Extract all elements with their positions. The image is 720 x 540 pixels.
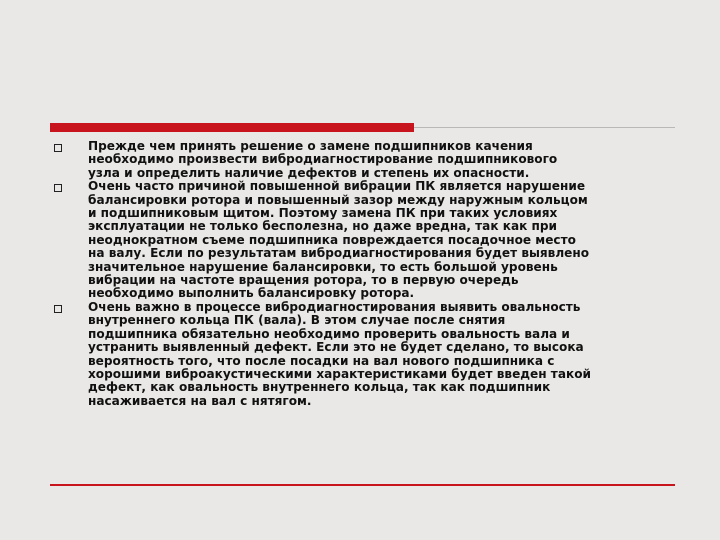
square-bullet-icon bbox=[54, 305, 62, 313]
list-item bbox=[54, 140, 674, 180]
list-item bbox=[54, 301, 674, 408]
bullet-list bbox=[54, 140, 674, 408]
bottom-divider-line bbox=[50, 484, 675, 486]
list-item bbox=[54, 180, 674, 301]
square-bullet-icon bbox=[54, 184, 62, 192]
bullet-text: Очень часто причиной повышенной вибрации ПК является нарушение балансировки ротора и повышенный зазор между наружным кольцом и подшипниковым щитом. Поэтому замена ПК при таких условиях эксплуатации не только бесполезна, но даже вредна, так как при неоднократном съеме подшипника повреждается посадочное место на валу. Если по результатам вибродиагностирования будет выявлено значительное нарушение балансировки, то есть большой уровень вибрации на частоте вращения ротора, то в первую очередь необходимо выполнить балансировку ротора. bbox=[88, 179, 590, 301]
square-bullet-icon bbox=[54, 144, 62, 152]
bullet-text: Прежде чем принять решение о замене подшипников качения необходимо произвести вибродиагностирование подшипникового узла и определить наличие дефектов и степень их опасности. bbox=[88, 139, 558, 180]
bullet-text: Очень важно в процессе вибродиагностирования выявить овальность внутреннего кольца ПК (вала). В этом случае после снятия подшипника обязательно необходимо проверить овальность вала и устранить выявленный дефект. Если это не будет сделано, то высока вероятность того, что после посадки на вал нового подшипника с хорошими виброакустическими характеристиками будет введен такой дефект, как овальность внутреннего кольца, так как подшипник насаживается на вал с нятягом. bbox=[88, 299, 591, 408]
top-accent-bar bbox=[50, 123, 414, 132]
